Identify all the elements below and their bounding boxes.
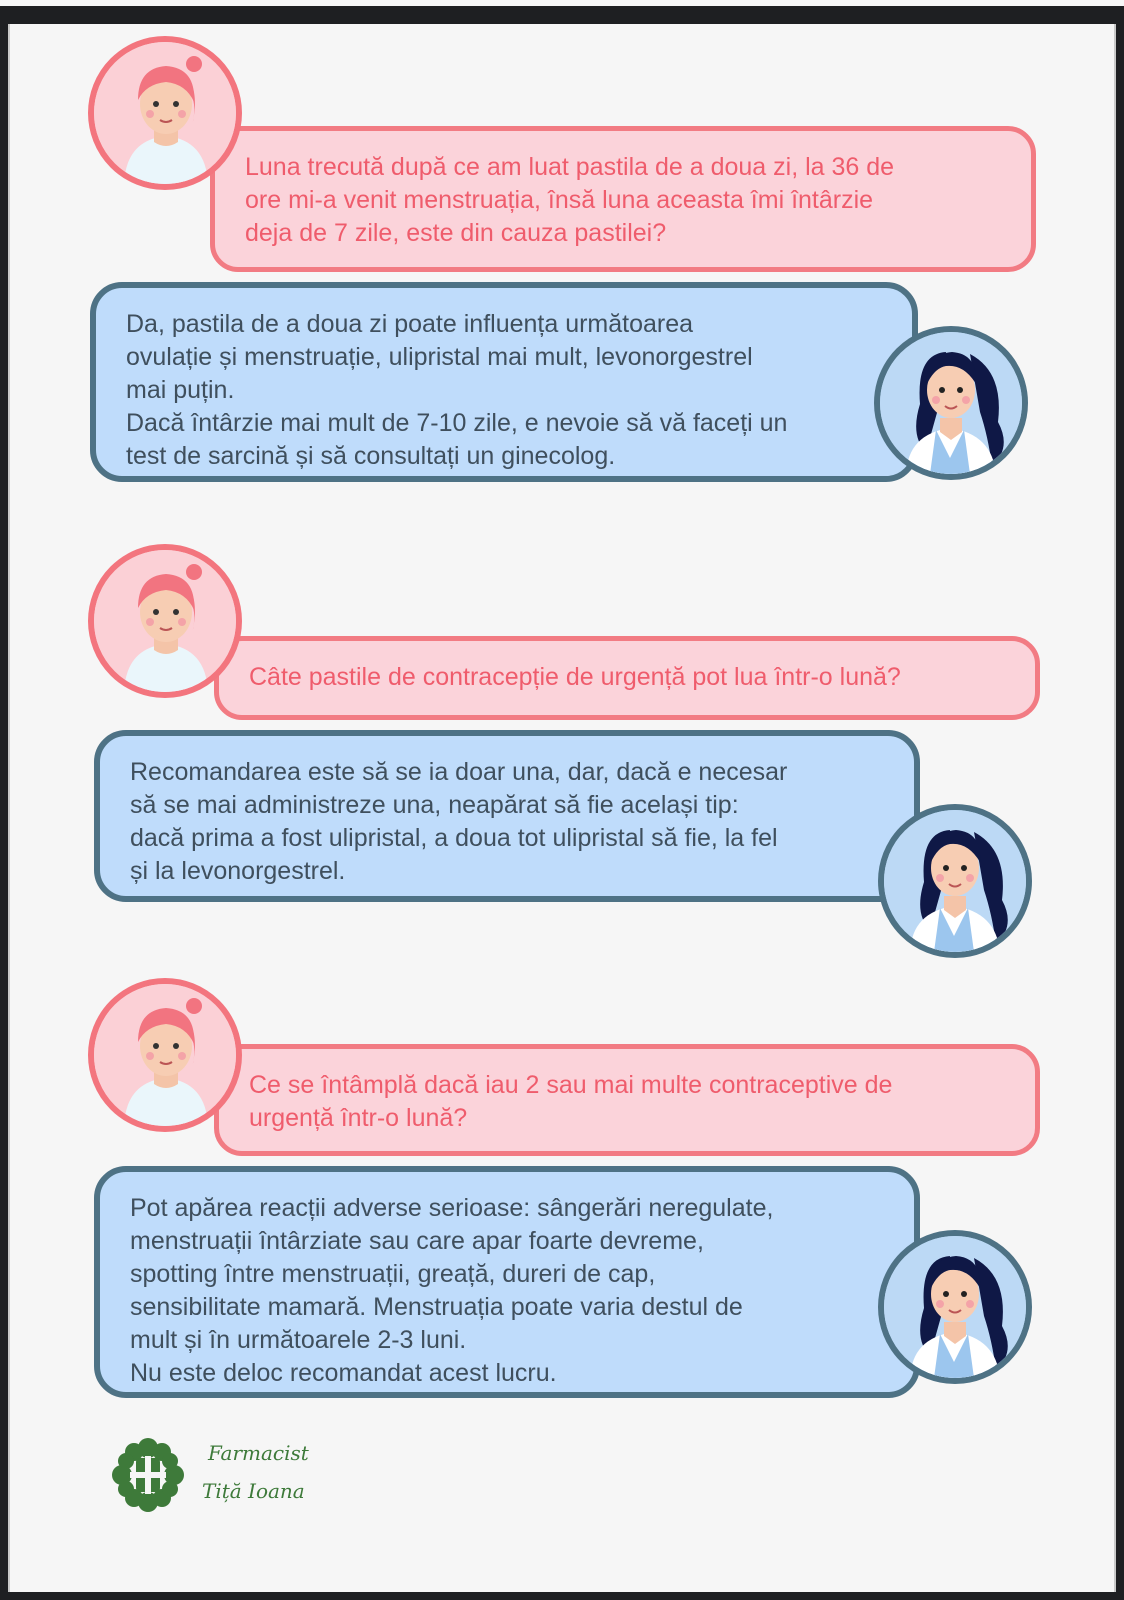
question-bubble — [214, 636, 1040, 720]
answer-bubble — [94, 730, 920, 902]
answer-line: ovulație și menstruație, ulipristal mai mult, levonorgestrel — [126, 343, 753, 371]
question-line: Ce se întâmplă dacă iau 2 sau mai multe contraceptive de — [249, 1071, 893, 1099]
patient-avatar-icon — [88, 978, 242, 1132]
answer-line: mai puțin. — [126, 376, 235, 404]
answer-line: Pot apărea reacții adverse serioase: sângerări neregulate, — [130, 1194, 774, 1222]
answer-line: spotting între menstruații, greață, dureri de cap, — [130, 1260, 656, 1288]
answer-line: menstruații întârziate sau care apar foarte devreme, — [130, 1227, 704, 1255]
clover-cross-icon — [108, 1430, 318, 1520]
answer-line: să se mai administreze una, neapărat să fie același tip: — [130, 791, 739, 819]
question-line: Câte pastile de contracepție de urgență pot lua într-o lună? — [249, 663, 901, 691]
patient-avatar-icon — [88, 36, 242, 190]
answer-line: și la levonorgestrel. — [130, 857, 346, 885]
question-line: Luna trecută după ce am luat pastila de a doua zi, la 36 de — [245, 153, 895, 181]
answer-line: Da, pastila de a doua zi poate influența următoarea — [126, 310, 694, 338]
pharmacist-avatar-icon — [878, 804, 1032, 958]
pharmacist-avatar-icon — [878, 1230, 1032, 1384]
answer-line: sensibilitate mamară. Menstruația poate varia destul de — [130, 1293, 743, 1321]
answer-line: test de sarcină și să consultați un ginecolog. — [126, 442, 616, 470]
answer-bubble — [90, 282, 918, 482]
logo-line1: Farmacist — [208, 1441, 309, 1465]
infographic-page — [8, 24, 1116, 1592]
answer-line: dacă prima a fost ulipristal, a doua tot ulipristal să fie, la fel — [130, 824, 778, 852]
question-line: ore mi-a venit menstruația, însă luna aceasta îmi întârzie — [245, 186, 874, 214]
answer-line: Dacă întârzie mai mult de 7-10 zile, e nevoie să vă faceți un — [126, 409, 788, 437]
answer-line: mult și în următoarele 2-3 luni. — [130, 1326, 467, 1354]
top-dark-bar — [0, 6, 1124, 24]
answer-bubble — [94, 1166, 920, 1398]
pharmacist-logo — [108, 1430, 318, 1520]
question-line: deja de 7 zile, este din cauza pastilei? — [245, 219, 667, 247]
patient-avatar-icon — [88, 544, 242, 698]
question-bubble — [214, 1044, 1040, 1156]
answer-line: Nu este deloc recomandat acest lucru. — [130, 1359, 557, 1387]
logo-line2: Tiță Ioana — [202, 1479, 305, 1503]
question-line: urgență într-o lună? — [249, 1104, 468, 1132]
answer-line: Recomandarea este să se ia doar una, dar, dacă e necesar — [130, 758, 788, 786]
question-bubble — [210, 126, 1036, 272]
pharmacist-avatar-icon — [874, 326, 1028, 480]
